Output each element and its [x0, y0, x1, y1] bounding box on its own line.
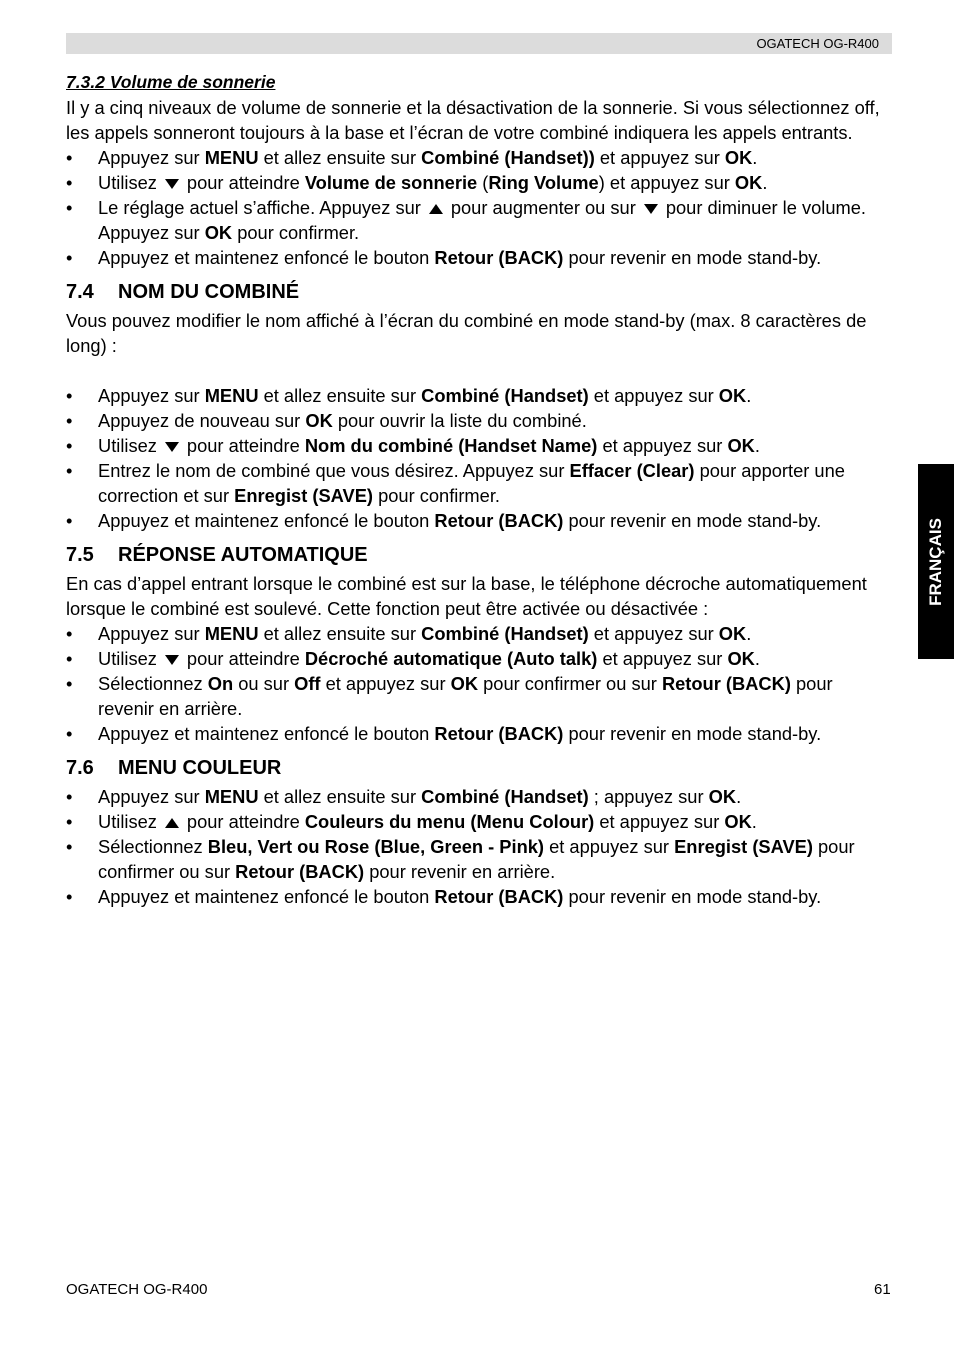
arrow-down-icon [642, 203, 660, 215]
list-item: • Appuyez de nouveau sur OK pour ouvrir la liste du combiné. [66, 408, 892, 433]
header-product-name: OGATECH OG-R400 [756, 36, 879, 51]
bullet-list-handset-name [66, 383, 892, 533]
arrow-down-icon [163, 441, 181, 453]
list-item: • Appuyez et maintenez enfoncé le bouton Retour (BACK) pour revenir en mode stand-by. [66, 884, 892, 909]
list-item: • Appuyez et maintenez enfoncé le bouton Retour (BACK) pour revenir en mode stand-by. [66, 245, 892, 270]
list-item: • Appuyez sur MENU et allez ensuite sur Combiné (Handset)) et appuyez sur OK. [66, 145, 892, 170]
section-title-7-5: 7.5 RÉPONSE AUTOMATIQUE [66, 544, 368, 566]
list-item: • Utilisez pour atteindre Décroché automatique (Auto talk) et appuyez sur OK. [66, 646, 892, 671]
paragraph-ring-volume-intro: Il y a cinq niveaux de volume de sonnerie et la désactivation de la sonnerie. Si vous sélectionnez off, les appels sonneront toujours à la base et l’écran de votre combiné indiquera les appels entrants. [66, 97, 880, 143]
section-title-7-4: 7.4 NOM DU COMBINÉ [66, 281, 300, 303]
list-item: • Utilisez pour atteindre Volume de sonnerie (Ring Volume) et appuyez sur OK. [66, 170, 892, 195]
list-item: • Entrez le nom de combiné que vous désirez. Appuyez sur Effacer (Clear) pour apporter une correction et sur Enregist (SAVE) pour confirmer. [66, 458, 892, 508]
list-item: • Sélectionnez On ou sur Off et appuyez sur OK pour confirmer ou sur Retour (BACK) pour revenir en arrière. [66, 671, 892, 721]
language-side-tab [918, 464, 954, 659]
arrow-up-icon [163, 817, 181, 829]
arrow-down-icon [163, 178, 181, 190]
list-item: • Appuyez et maintenez enfoncé le bouton Retour (BACK) pour revenir en mode stand-by. [66, 721, 892, 746]
bullet-list-ring-volume [66, 145, 892, 270]
list-item: • Appuyez et maintenez enfoncé le bouton Retour (BACK) pour revenir en mode stand-by. [66, 508, 892, 533]
language-side-tab-label: FRANÇAIS [926, 517, 945, 606]
footer-product-name: OGATECH OG-R400 [66, 1281, 208, 1298]
header-bar [66, 33, 892, 54]
page-content [66, 70, 892, 909]
paragraph-handset-name-intro: Vous pouvez modifier le nom affiché à l’écran du combiné en mode stand-by (max. 8 caractères de long) : [66, 310, 867, 356]
list-item: • Le réglage actuel s’affiche. Appuyez sur pour augmenter ou sur pour diminuer le volume. Appuyez sur OK pour confirmer. [66, 195, 892, 245]
list-item: • Utilisez pour atteindre Couleurs du menu (Menu Colour) et appuyez sur OK. [66, 809, 892, 834]
list-item: • Utilisez pour atteindre Nom du combiné (Handset Name) et appuyez sur OK. [66, 433, 892, 458]
paragraph-auto-answer-intro: En cas d’appel entrant lorsque le combiné est sur la base, le téléphone décroche automatiquement lorsque le combiné est soulevé. Cette fonction peut être activée ou désactivée : [66, 573, 867, 619]
subsection-title-7-3-2: 7.3.2 Volume de sonnerie [66, 72, 276, 92]
list-item: • Appuyez sur MENU et allez ensuite sur Combiné (Handset) et appuyez sur OK. [66, 621, 892, 646]
arrow-up-icon [427, 203, 445, 215]
bullet-list-menu-colour [66, 784, 892, 909]
list-item: • Appuyez sur MENU et allez ensuite sur Combiné (Handset) et appuyez sur OK. [66, 383, 892, 408]
page-number: 61 [874, 1281, 891, 1298]
list-item: • Sélectionnez Bleu, Vert ou Rose (Blue, Green - Pink) et appuyez sur Enregist (SAVE) pour confirmer ou sur Retour (BACK) pour revenir en arrière. [66, 834, 892, 884]
bullet-list-auto-answer [66, 621, 892, 746]
arrow-down-icon [163, 654, 181, 666]
list-item: • Appuyez sur MENU et allez ensuite sur Combiné (Handset) ; appuyez sur OK. [66, 784, 892, 809]
section-title-7-6: 7.6 MENU COULEUR [66, 757, 282, 779]
